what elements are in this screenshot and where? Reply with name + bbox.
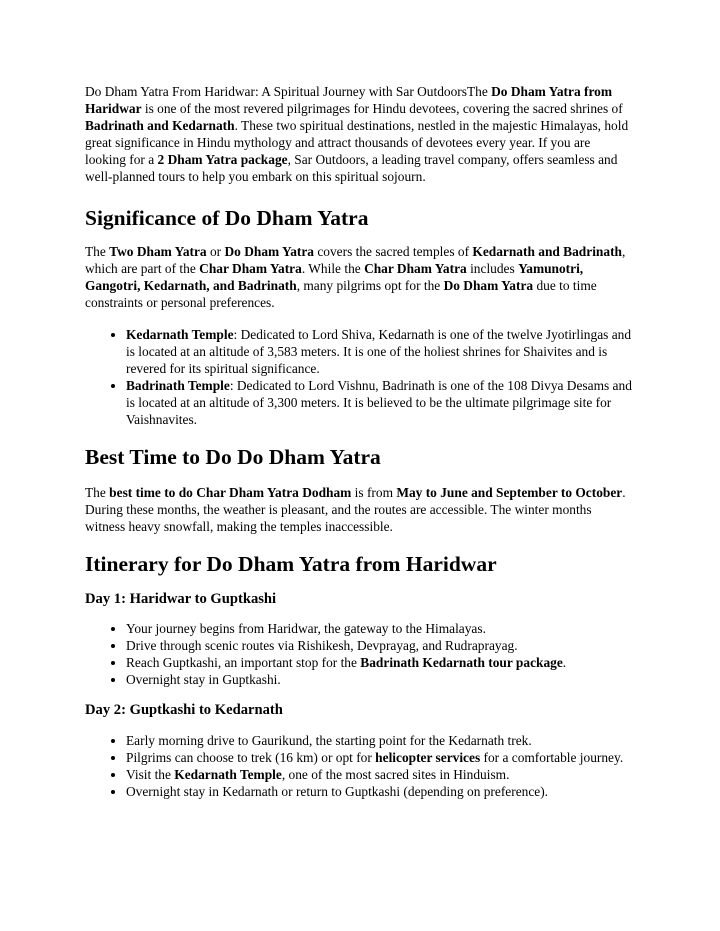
list-item: [126, 654, 633, 671]
list-item: [126, 671, 633, 688]
text-run: The: [85, 244, 110, 259]
list-item: [126, 749, 633, 766]
text-run: . During these months, the weather is pleasant, and the routes are accessible. The winter months witness heavy snowfall, making the temples inaccessible.: [85, 485, 626, 534]
bold-text: Do Dham Yatra from Haridwar: [85, 84, 613, 116]
text-run: . These two spiritual destinations, nestled in the majestic Himalayas, hold great significance in Hindu mythology and attract thousands of devotees every year. If you are looking for a: [85, 118, 629, 167]
text-run: , many pilgrims opt for the: [296, 278, 444, 293]
text-run: . While the: [301, 261, 365, 276]
text-run: , one of the most sacred sites in Hinduism.: [281, 767, 510, 782]
bold-text: Badrinath Kedarnath tour package: [360, 655, 563, 670]
text-run: covers the sacred temples of: [314, 244, 473, 259]
text-run: , Sar Outdoors, a leading travel company, offers seamless and well-planned tours to help you embark on this spiritual sojourn.: [85, 152, 618, 184]
document-page: [85, 83, 633, 800]
text-run: Do Dham Yatra From Haridwar: A Spiritual Journey with Sar OutdoorsThe: [85, 84, 492, 99]
text-run: , which are part of the: [85, 244, 626, 276]
text-run: Pilgrims can choose to trek (16 km) or opt for: [126, 750, 376, 765]
day2-heading: Day 2: Guptkashi to Kedarnath: [85, 702, 283, 718]
day2-list: [85, 732, 633, 800]
bold-text: Two Dham Yatra: [109, 244, 207, 259]
bold-text: Do Dham Yatra: [224, 244, 314, 259]
bold-text: Yamunotri, Gangotri, Kedarnath, and Badrinath: [85, 261, 584, 293]
bold-text: 2 Dham Yatra package: [157, 152, 288, 167]
bold-text: Badrinath and Kedarnath: [85, 118, 235, 133]
text-run: The: [85, 485, 110, 500]
text-run: : Dedicated to Lord Shiva, Kedarnath is one of the twelve Jyotirlingas and is located at an altitude of 3,583 meters. It is one of the holiest shrines for Shaivites and is revered for its spiritual significance.: [126, 327, 632, 376]
temples-list: [85, 326, 633, 428]
bold-text: Do Dham Yatra: [443, 278, 534, 293]
significance-paragraph: [85, 243, 633, 311]
text-run: due to time constraints or personal preferences.: [85, 278, 597, 310]
significance-heading: Significance of Do Dham Yatra: [85, 206, 369, 230]
list-item: [126, 766, 633, 783]
text-run: Visit the: [126, 767, 175, 782]
text-run: or: [206, 244, 225, 259]
text-run: is one of the most revered pilgrimages for Hindu devotees, covering the sacred shrines of: [141, 101, 623, 116]
text-run: Overnight stay in Kedarnath or return to Guptkashi (depending on preference).: [126, 784, 549, 799]
text-run: Your journey begins from Haridwar, the gateway to the Himalayas.: [126, 621, 486, 636]
bold-text: Kedarnath and Badrinath: [472, 244, 622, 259]
bold-text: best time to do Char Dham Yatra Dodham: [109, 485, 352, 500]
bold-text: Kedarnath Temple: [126, 327, 234, 342]
text-run: .: [562, 655, 567, 670]
text-run: Reach Guptkashi, an important stop for the: [126, 655, 361, 670]
itinerary-heading: Itinerary for Do Dham Yatra from Haridwar: [85, 552, 497, 576]
text-run: Drive through scenic routes via Rishikesh, Devprayag, and Rudraprayag.: [126, 638, 518, 653]
list-item: [126, 620, 633, 637]
bold-text: Char Dham Yatra: [364, 261, 467, 276]
text-run: is from: [351, 485, 397, 500]
day1-list: [85, 620, 633, 688]
text-run: includes: [466, 261, 519, 276]
list-item: [126, 783, 633, 800]
day1-heading: Day 1: Haridwar to Guptkashi: [85, 591, 277, 607]
bold-text: Badrinath Temple: [126, 378, 230, 393]
best-time-heading: Best Time to Do Do Dham Yatra: [85, 445, 381, 469]
list-item-badrinath-temple: [126, 377, 633, 428]
best-time-paragraph: [85, 484, 633, 535]
text-run: Overnight stay in Guptkashi.: [126, 672, 281, 687]
text-run: : Dedicated to Lord Vishnu, Badrinath is one of the 108 Divya Desams and is located at an altitude of 3,300 meters. It is believed to be the ultimate pilgrimage site for Vaishnavites.: [126, 378, 632, 427]
list-item: [126, 637, 633, 654]
list-item: [126, 732, 633, 749]
bold-text: May to June and September to October: [396, 485, 623, 500]
bold-text: helicopter services: [375, 750, 481, 765]
bold-text: Kedarnath Temple: [174, 767, 282, 782]
text-run: Early morning drive to Gaurikund, the starting point for the Kedarnath trek.: [126, 733, 532, 748]
bold-text: Char Dham Yatra: [199, 261, 302, 276]
text-run: for a comfortable journey.: [480, 750, 624, 765]
intro-paragraph: [85, 83, 633, 185]
list-item-kedarnath-temple: [126, 326, 633, 377]
